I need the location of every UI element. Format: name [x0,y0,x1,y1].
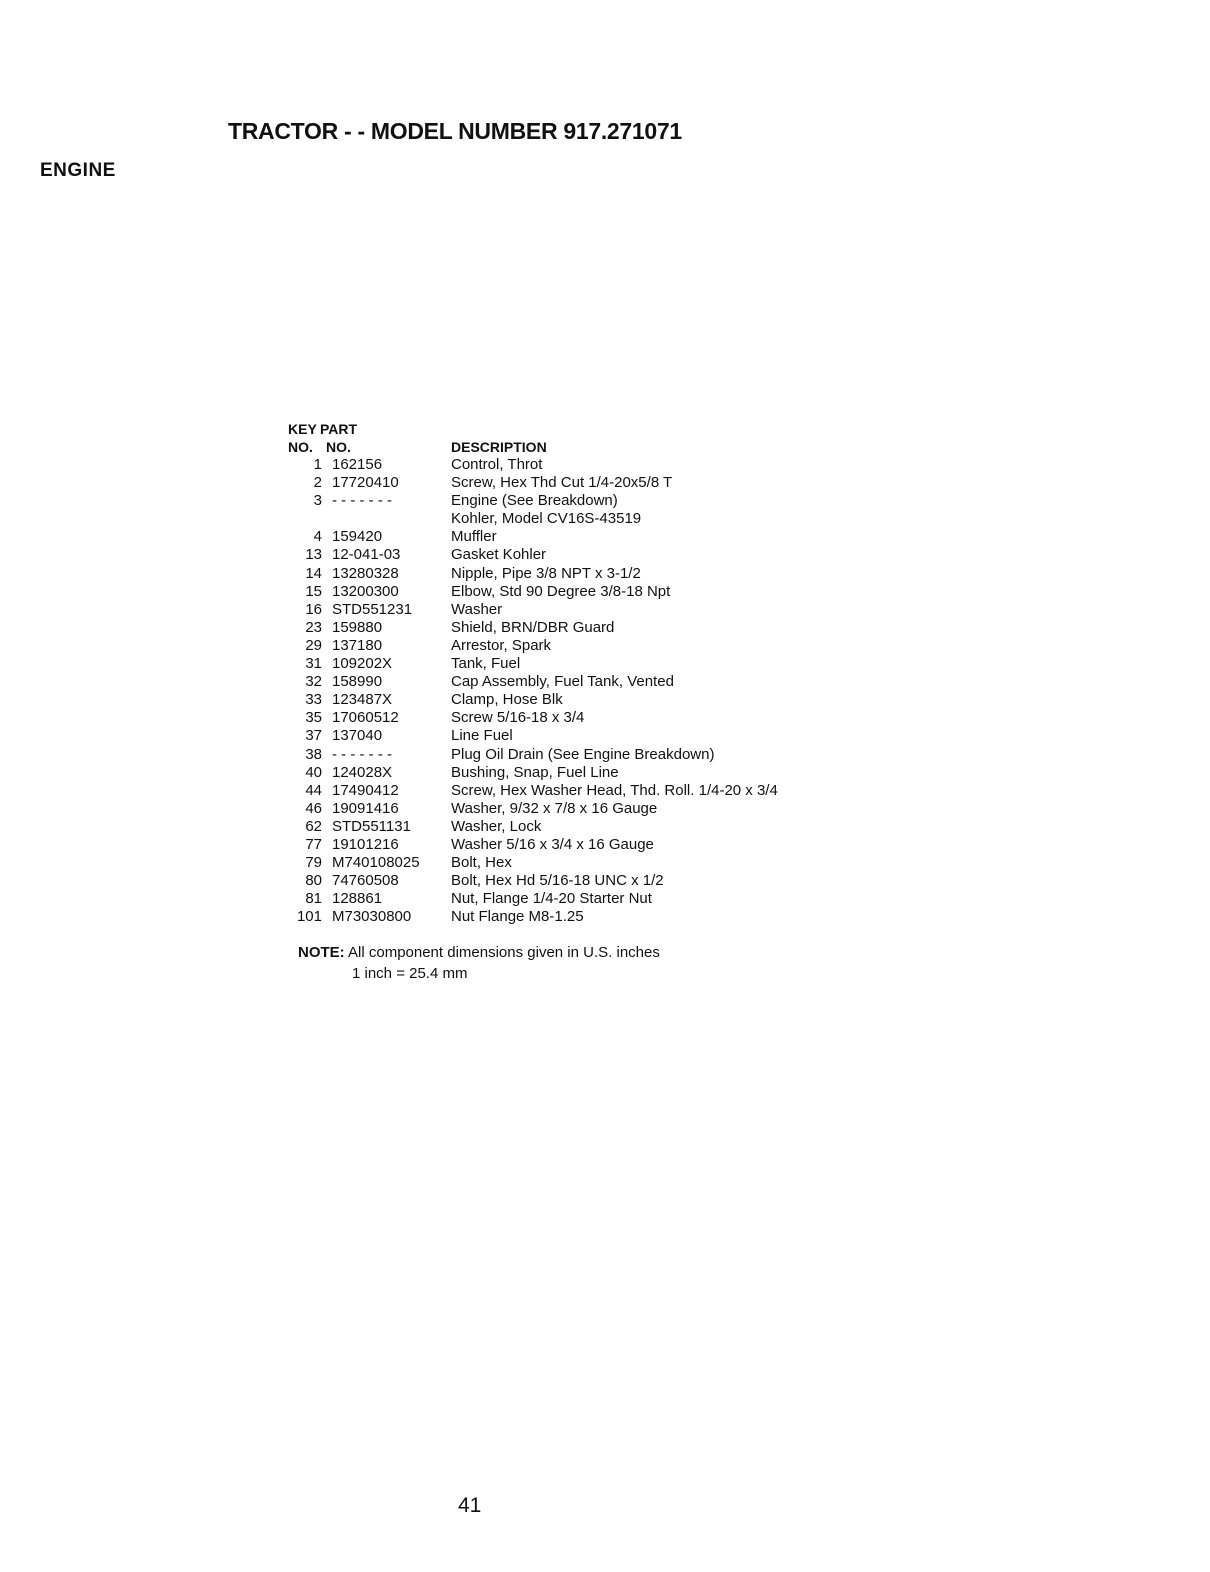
part-number: M740108025 [332,854,420,872]
key-number: 15 [305,582,322,600]
part-description: Washer, Lock [451,817,542,835]
note-label: NOTE: [298,944,345,961]
part-number: 159880 [332,618,383,636]
part-description: Clamp, Hose Blk [451,691,563,709]
key-number: 62 [305,817,322,835]
key-number: 46 [305,799,322,817]
part-description: Control, Throt [451,456,543,473]
note [298,942,660,984]
part-description: Shield, BRN/DBR Guard [451,618,615,636]
key-number: 77 [305,835,322,853]
header-description: DESCRIPTION [451,439,547,455]
key-number: 37 [305,727,322,745]
key-number: 23 [305,618,322,636]
part-number: - - - - - - - [332,745,392,763]
part-description: Tank, Fuel [451,655,521,673]
part-number: 123487X [332,691,393,709]
key-number: 31 [305,655,322,673]
part-description-continued: Kohler, Model CV16S-43519 [451,510,642,528]
key-number: 14 [305,564,322,582]
part-description: Cap Assembly, Fuel Tank, Vented [451,673,674,691]
key-number: 79 [305,854,322,872]
part-number: 17060512 [332,709,399,727]
part-description: Screw, Hex Washer Head, Thd. Roll. 1/4-20 x 3/4 [451,781,778,799]
key-number: 32 [305,673,322,691]
part-number: 13200300 [332,582,399,600]
key-number: 13 [305,546,322,564]
part-description: Bolt, Hex Hd 5/16-18 UNC x 1/2 [451,872,664,890]
part-description: Nut, Flange 1/4-20 Starter Nut [451,890,652,908]
key-number: 80 [305,872,322,890]
key-number: 101 [296,908,322,926]
key-number: 35 [305,709,322,727]
part-number: 162156 [332,456,383,473]
header-key-no: NO. [288,439,313,455]
part-number: 137040 [332,727,383,745]
part-description: Bushing, Snap, Fuel Line [451,763,619,781]
part-description: Washer 5/16 x 3/4 x 16 Gauge [451,835,654,853]
key-number: 2 [313,474,322,492]
key-number: 40 [305,763,322,781]
part-description: Muffler [451,528,497,546]
header-part-no: NO. [326,439,351,455]
part-description: Screw, Hex Thd Cut 1/4-20x5/8 T [451,474,673,492]
part-description: Screw 5/16-18 x 3/4 [451,709,585,727]
part-number: STD551231 [332,600,413,618]
part-description: Line Fuel [451,727,513,745]
key-number: 29 [305,636,322,654]
part-number: 124028X [332,763,393,781]
part-number: M73030800 [332,908,412,926]
part-description: Arrestor, Spark [451,636,552,654]
section-title: ENGINE [40,160,116,181]
key-number: 1 [313,456,322,473]
part-description: Washer [451,600,503,618]
part-number: 17490412 [332,781,399,799]
key-number: 16 [305,600,322,618]
part-description: Nipple, Pipe 3/8 NPT x 3-1/2 [451,564,641,582]
key-number: 4 [313,528,322,546]
part-number: 128861 [332,890,383,908]
note-line-1: All component dimensions given in U.S. inches [348,944,660,961]
note-line-2: 1 inch = 25.4 mm [352,965,468,982]
header-part: PART [320,421,358,437]
part-number: STD551131 [332,817,411,835]
key-number: 81 [305,890,322,908]
part-description: Washer, 9/32 x 7/8 x 16 Gauge [451,799,658,817]
key-number: 33 [305,691,322,709]
part-number: 137180 [332,636,383,654]
part-description: Engine (See Breakdown) [451,492,618,510]
key-number: 38 [305,745,322,763]
part-number: 17720410 [332,474,399,492]
part-number: 12-041-03 [332,546,401,564]
part-description: Bolt, Hex [451,854,512,872]
part-number: 158990 [332,673,383,691]
part-description: Elbow, Std 90 Degree 3/8-18 Npt [451,582,671,600]
part-description: Plug Oil Drain (See Engine Breakdown) [451,745,715,763]
key-number: 44 [305,781,322,799]
page-title: TRACTOR - - MODEL NUMBER 917.271071 [228,118,682,144]
part-description: Gasket Kohler [451,546,547,564]
part-number: 19101216 [332,835,399,853]
part-description: Nut Flange M8-1.25 [451,908,584,926]
page-number: 41 [458,1494,482,1517]
header-key: KEY [288,421,317,437]
part-number: 19091416 [332,799,399,817]
part-number: 13280328 [332,564,399,582]
part-number: 109202X [332,655,393,673]
part-number: 74760508 [332,872,399,890]
part-number: - - - - - - - [332,492,392,510]
part-number: 159420 [332,528,383,546]
key-number: 3 [313,492,322,510]
